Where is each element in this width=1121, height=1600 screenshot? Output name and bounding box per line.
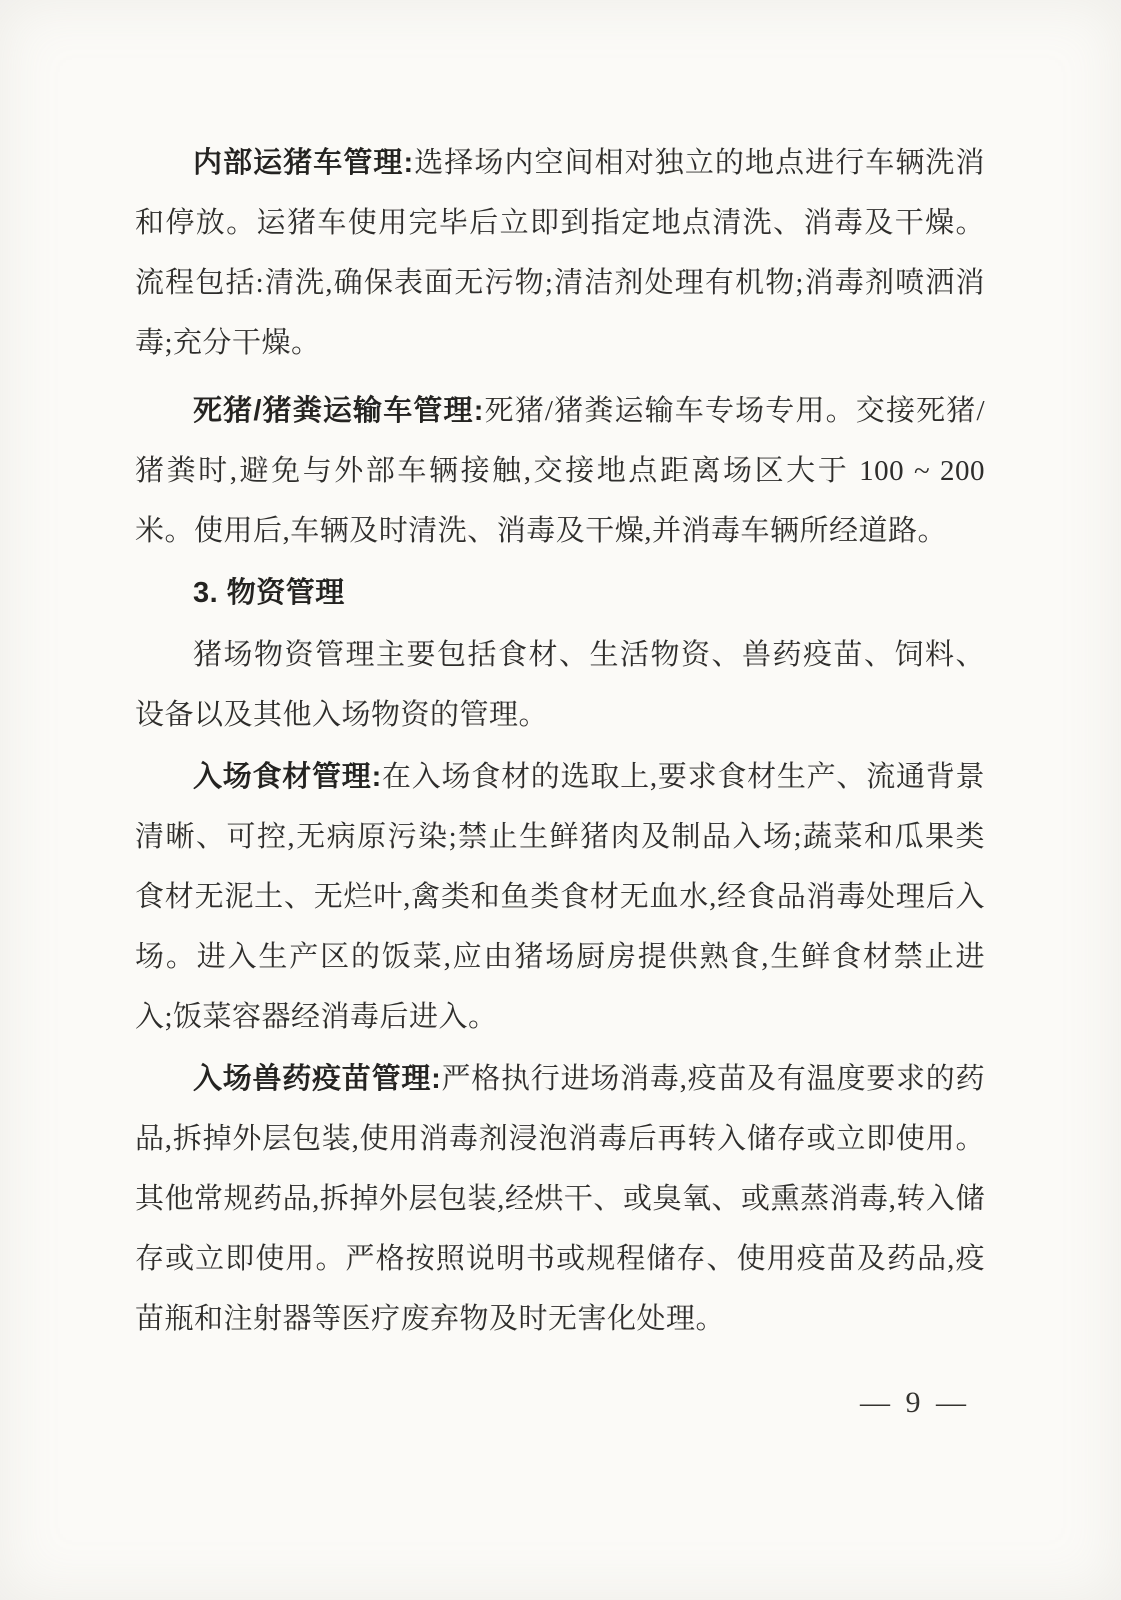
paragraph-materials-overview [135,625,985,745]
section-heading-materials-management: 3. 物资管理 [193,577,345,609]
document-content [135,133,985,1351]
paragraph-incoming-food-management [135,747,985,1047]
paragraph-body: 选择场内空间相对独立的地点进行车辆洗消和停放。运猪车使用完毕后立即到指定地点清洗、消毒及干燥。流程包括:清洗,确保表面无污物;清洁剂处理有机物;消毒剂喷洒消毒;充分干燥。 [135,147,985,359]
page-number: — 9 — [860,1386,970,1419]
run-in-heading-dead-pig-manure-truck: 死猪/猪粪运输车管理: [193,395,484,427]
run-in-heading-internal-pig-truck: 内部运猪车管理: [193,147,414,179]
run-in-heading-vet-drug-vaccine: 入场兽药疫苗管理: [193,1063,442,1095]
paragraph-body: 严格执行进场消毒,疫苗及有温度要求的药品,拆掉外层包装,使用消毒剂浸泡消毒后再转入储存或立即使用。其他常规药品,拆掉外层包装,经烘干、或臭氧、或熏蒸消毒,转入储存或立即使用。严格按照说明书或规程储存、使用疫苗及药品,疫苗瓶和注射器等医疗废弃物及时无害化处理。 [135,1063,985,1335]
paragraph-dead-pig-manure-truck-management [135,381,985,561]
paragraph-body: 在入场食材的选取上,要求食材生产、流通背景清晰、可控,无病原污染;禁止生鲜猪肉及制品入场;蔬菜和瓜果类食材无泥土、无烂叶,禽类和鱼类食材无血水,经食品消毒处理后入场。进入生产区的饭菜,应由猪场厨房提供熟食,生鲜食材禁止进入;饭菜容器经消毒后进入。 [135,761,985,1033]
paragraph-body: 死猪/猪粪运输车专场专用。交接死猪/猪粪时,避免与外部车辆接触,交接地点距离场区大于 100 ~ 200 米。使用后,车辆及时清洗、消毒及干燥,并消毒车辆所经道路。 [135,395,985,547]
paragraph-body: 猪场物资管理主要包括食材、生活物资、兽药疫苗、饲料、设备以及其他入场物资的管理。 [135,639,985,731]
run-in-heading-incoming-food: 入场食材管理: [193,761,382,793]
paragraph-incoming-vet-drug-vaccine-management [135,1049,985,1349]
paragraph-internal-pig-truck-management [135,133,985,373]
